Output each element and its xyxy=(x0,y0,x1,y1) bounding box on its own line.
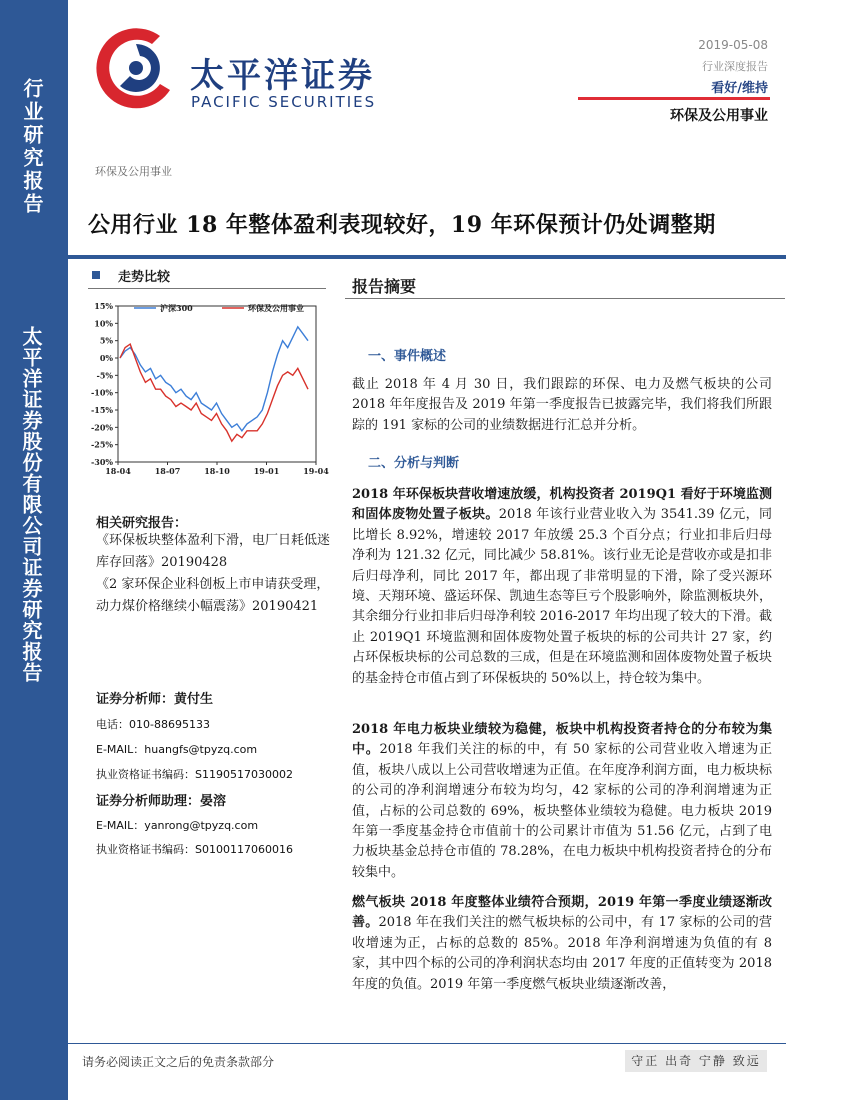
paragraph-event: 截止 2018 年 4 月 30 日，我们跟踪的环保、电力及燃气板块的公司 2018 年年度报告及 2019 年第一季度报告已披露完毕，我们将我们所跟踪的 191 家标的公司的业绩数据进行汇总并分析。 xyxy=(352,377,772,433)
page-title: 公用行业 18 年整体盈利表现较好，19 年环保预计仍处调整期 xyxy=(88,212,716,238)
side-band-bottom xyxy=(0,258,68,1100)
side-label-top: 行业研究报告 xyxy=(20,78,44,216)
summary-title: 报告摘要 xyxy=(352,277,417,296)
assistant-license: 执业资格证书编码：S0100117060016 xyxy=(96,843,293,856)
trend-section-title: 走势比较 xyxy=(118,270,171,285)
chart-series xyxy=(120,327,308,441)
x-tick-label: 18-10 xyxy=(204,466,230,476)
paragraph-environmental-head: 2018 年环保板块营收增速放缓，机构投资者 2019Q1 看好于环境监测和固体废物处置子板块。 xyxy=(352,487,772,523)
paragraph-gas xyxy=(352,893,772,995)
x-tick-label: 19-01 xyxy=(253,466,280,476)
chart-legend xyxy=(134,303,304,313)
report-type: 行业深度报告 xyxy=(702,60,768,73)
analyst-license: 执业资格证书编码：S1190517030002 xyxy=(96,768,293,781)
section-event-overview: 一、事件概述 xyxy=(368,349,447,364)
footer-motto: 守正 出奇 宁静 致远 xyxy=(625,1050,767,1072)
paragraph-power-body: 2018 年我们关注的标的中，有 50 家标的公司营业收入增速为正值，板块八成以上公司营收增速为正值。在年度净利润方面，电力板块标的公司的净利润增速分布较为均匀，42 家标的公司的净利润增速为正值，占标的公司总数的 69%，板块整体业绩较为稳健。电力板块 2019 年第一季度基金持仓市值前十的公司累计市值为 51.56 亿元，占到了电力板块基金总持仓市值的 78.28%，在电力板块中机构投资者持仓的分布较集中。 xyxy=(352,742,772,880)
assistant-email[interactable]: E-MAIL：yanrong@tpyzq.com xyxy=(96,819,259,832)
trend-divider xyxy=(88,288,326,289)
brand-name-en: PACIFIC SECURITIES xyxy=(191,93,377,111)
y-tick-label: 15% xyxy=(94,301,113,311)
footer-divider xyxy=(68,1043,786,1044)
section-analysis: 二、分析与判断 xyxy=(368,456,460,471)
series-line-1 xyxy=(120,327,308,431)
analyst-email[interactable]: E-MAIL：huangfs@tpyzq.com xyxy=(96,743,258,756)
paragraph-environmental-body: 2018 年该行业营业收入为 3541.39 亿元，同比增长 8.92%，增速较 2017 年放缓 25.3 个百分点；行业扣非后归母净利为 121.32 亿元，同比减少 58.81%。该行业无论是营收亦或是扣非后归母净利，同比 2017 年，都出现了非常明显的下滑，除了受兴源环境、天翔环境、盛运环保、凯迪生态等巨亏个股影响外，除监测板块外，其余细分行业扣非后归母净利较 2016-2017 年均出现了较大的下滑。截止 2019Q1 环境监测和固体废物处置子板块的标的公司共计 27 家，约占环保板块标的公司总数的三成，但是在环境监测和固体废物处置子板块的基金持仓市值占到了环保板块的 50%以上，持仓较为集中。 xyxy=(352,507,772,686)
y-tick-label: -25% xyxy=(90,439,113,450)
paragraph-gas-head: 燃气板块 2018 年度整体业绩符合预期，2019 年第一季度业绩逐渐改善。 xyxy=(352,895,772,931)
x-tick-label: 19-04 xyxy=(303,466,329,476)
legend-label: 环保及公用事业 xyxy=(248,303,304,313)
side-band-top xyxy=(0,0,68,258)
x-tick-label: 18-04 xyxy=(105,466,131,476)
trend-chart xyxy=(82,296,329,482)
footer-disclaimer[interactable]: 请务必阅读正文之后的免责条款部分 xyxy=(82,1055,275,1069)
chart-axes xyxy=(91,301,329,476)
paragraph-power-head: 2018 年电力板块业绩较为稳健，板块中机构投资者持仓的分布较为集中。 xyxy=(352,722,772,758)
paragraph-environmental xyxy=(352,485,772,689)
square-bullet-icon xyxy=(92,271,100,279)
chart-frame xyxy=(118,306,316,462)
title-divider xyxy=(68,255,786,259)
related-report-2[interactable]: 《2 家环保企业科创板上市申请获受理，动力煤价格继续小幅震荡》20190421 xyxy=(96,577,330,614)
y-tick-label: 0% xyxy=(99,353,113,363)
x-tick-label: 18-07 xyxy=(154,466,181,476)
y-tick-label: 10% xyxy=(94,318,113,329)
industry-small-label: 环保及公用事业 xyxy=(95,165,172,178)
y-tick-label: -15% xyxy=(90,405,113,415)
rating-label: 看好/维持 xyxy=(711,81,768,96)
legend-label: 沪深300 xyxy=(160,303,193,313)
industry-tag: 环保及公用事业 xyxy=(670,108,768,124)
side-label-bottom: 太平洋证券股份有限公司证券研究报告 xyxy=(19,326,43,683)
y-tick-label: -5% xyxy=(96,370,113,381)
rating-divider xyxy=(578,97,770,100)
summary-divider xyxy=(345,298,785,299)
analyst-title: 证券分析师：黄付生 xyxy=(96,692,214,707)
brand-name-cn: 太平洋证券 xyxy=(190,56,375,96)
analyst-phone: 电话：010-88695133 xyxy=(96,718,210,731)
pacific-securities-logo xyxy=(90,22,182,114)
y-tick-label: 5% xyxy=(99,335,113,346)
y-tick-label: -20% xyxy=(90,422,113,433)
series-line-2 xyxy=(120,344,308,441)
paragraph-power xyxy=(352,720,772,883)
related-reports-title: 相关研究报告： xyxy=(96,516,188,531)
y-tick-label: -10% xyxy=(90,387,113,398)
report-date: 2019-05-08 xyxy=(698,38,768,52)
paragraph-gas-body: 2018 年在我们关注的燃气板块标的公司中，有 17 家标的公司的营收增速为正，占标的总数的 85%。2018 年净利润增速为负值的有 8 家，其中四个标的公司的净利润状态均由 2017 年度的正值转变为 2018 年度的负值。2019 年第一季度燃气板块业绩逐渐改善， xyxy=(352,915,772,992)
y-tick-label: -30% xyxy=(90,457,113,467)
related-report-1[interactable]: 《环保板块整体盈利下滑，电厂日耗低迷库存回落》20190428 xyxy=(96,533,331,570)
assistant-title: 证券分析师助理：晏溶 xyxy=(96,794,227,809)
